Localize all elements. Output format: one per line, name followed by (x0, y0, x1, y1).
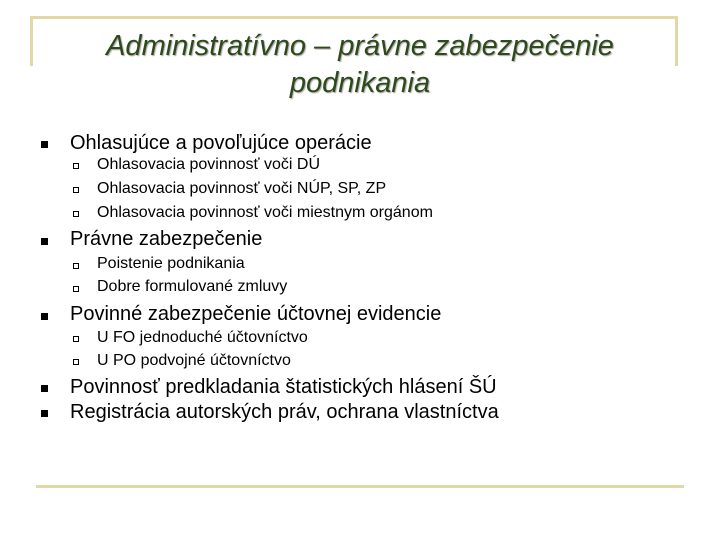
hollow-square-bullet-icon (73, 336, 79, 342)
square-bullet-icon (41, 410, 48, 417)
square-bullet-icon (41, 313, 48, 320)
title-line-2: podnikania (289, 67, 431, 99)
bullet-item: Registrácia autorských práv, ochrana vlastníctva (70, 401, 499, 423)
sub-bullet-item: Dobre formulované zmluvy (97, 278, 288, 295)
frame-left-line (30, 16, 33, 66)
hollow-square-bullet-icon (73, 187, 79, 193)
hollow-square-bullet-icon (73, 359, 79, 365)
sub-bullet-item: Ohlasovacia povinnosť voči miestnym orgánom (97, 204, 433, 221)
bullet-item: Povinné zabezpečenie účtovnej evidencie (70, 303, 442, 325)
square-bullet-icon (41, 385, 48, 392)
frame-bottom-line (36, 485, 684, 488)
square-bullet-icon (41, 141, 48, 148)
bullet-item: Povinnosť predkladania štatistických hlásení ŠÚ (70, 376, 497, 398)
sub-bullet-item: U FO jednoduché účtovníctvo (97, 329, 308, 346)
slide-title (40, 28, 680, 102)
hollow-square-bullet-icon (73, 286, 79, 292)
hollow-square-bullet-icon (73, 211, 79, 217)
hollow-square-bullet-icon (73, 263, 79, 269)
frame-top-line (30, 16, 678, 19)
title-line-1: Administratívno – právne zabezpečenie (106, 30, 614, 62)
hollow-square-bullet-icon (73, 163, 79, 169)
bullet-item: Ohlasujúce a povoľujúce operácie (70, 132, 372, 154)
sub-bullet-item: Poistenie podnikania (97, 255, 245, 272)
sub-bullet-item: Ohlasovacia povinnosť voči NÚP, SP, ZP (97, 180, 387, 197)
square-bullet-icon (41, 238, 48, 245)
sub-bullet-item: Ohlasovacia povinnosť voči DÚ (97, 156, 320, 173)
sub-bullet-item: U PO podvojné účtovníctvo (97, 352, 291, 369)
bullet-item: Právne zabezpečenie (70, 228, 263, 250)
